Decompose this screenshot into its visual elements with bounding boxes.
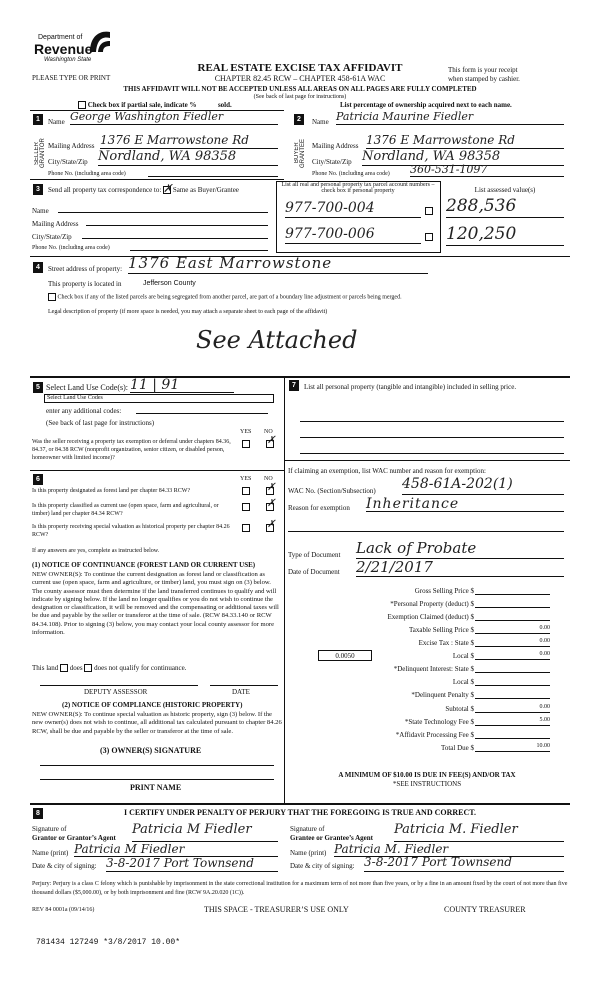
buyer-phone-field[interactable]: 360-531-1097 bbox=[410, 163, 564, 177]
fee-label-excise-local: Local $ bbox=[452, 652, 474, 660]
fee-label-excise-state: Excise Tax : State $ bbox=[418, 639, 474, 647]
receipt-line1: This form is your receipt bbox=[448, 66, 518, 74]
does-checkbox[interactable] bbox=[60, 664, 68, 672]
deputy-assessor-line[interactable] bbox=[40, 678, 198, 686]
buyer-phone-label: Phone No. (including area code) bbox=[312, 171, 390, 177]
seller-mailing-label: Mailing Address bbox=[48, 142, 95, 150]
fee-label-subtotal: Subtotal $ bbox=[445, 705, 474, 713]
personal-property-label: List all personal property (tangible and intangible) included in selling price. bbox=[304, 383, 517, 391]
segregated-label: Check box if any of the listed parcels are being segregated from another parcel, are part of a boundary line adjustment or parcels being merged. bbox=[57, 294, 402, 301]
fee-value-excise-state[interactable]: 0.00 bbox=[475, 638, 550, 647]
fee-value-subtotal[interactable]: 0.00 bbox=[475, 704, 550, 713]
does-not-label: does not qualify for continuance. bbox=[94, 664, 187, 672]
parcel-2-personal-checkbox[interactable] bbox=[425, 233, 433, 241]
checkmark-icon: ✗ bbox=[267, 435, 276, 446]
section-5-number: 5 bbox=[33, 382, 43, 393]
assessed-value-2[interactable]: 120,250 bbox=[446, 224, 564, 246]
section-4-number: 4 bbox=[33, 262, 43, 273]
fee-value-excise-local[interactable]: 0.00 bbox=[475, 651, 550, 660]
sec6-q3-yes[interactable] bbox=[242, 524, 250, 532]
buyer-city-field[interactable]: Nordland, WA 98358 bbox=[362, 149, 564, 166]
grantor-sig-label2: Grantor or Grantor’s Agent bbox=[32, 834, 116, 842]
sec6-no-header: NO bbox=[264, 476, 273, 482]
reason-field-line2[interactable] bbox=[288, 522, 564, 532]
compliance-title: (2) NOTICE OF COMPLIANCE (HISTORIC PROPERTY) bbox=[62, 701, 243, 709]
send-correspondence-label: Send all property tax correspondence to: bbox=[48, 186, 162, 194]
this-land-label: This land bbox=[32, 664, 59, 672]
parcel-number-1[interactable]: 977-700-004 bbox=[285, 200, 421, 218]
see-back-header: (See back of last page for instructions) bbox=[253, 94, 347, 100]
seller-side-label: SELLER GRANTOR bbox=[34, 138, 46, 168]
fee-label-total: Total Due $ bbox=[441, 744, 474, 752]
fee-value-penalty[interactable] bbox=[475, 690, 550, 699]
owner-signature-label: (3) OWNER(S) SIGNATURE bbox=[100, 746, 202, 755]
fee-label-taxable: Taxable Selling Price $ bbox=[408, 626, 474, 634]
personal-property-line1[interactable] bbox=[300, 410, 564, 422]
seller-phone-field[interactable] bbox=[148, 168, 278, 177]
land-use-select[interactable]: Select Land Use Codes bbox=[44, 394, 274, 403]
dept-line2: Revenue bbox=[34, 41, 93, 57]
sec6-q3: Is this property receiving special valuation as historical property per chapter 84.26 RCW? bbox=[32, 524, 230, 538]
assessor-date-line[interactable] bbox=[210, 678, 278, 686]
fee-label-exemption: Exemption Claimed (deduct) $ bbox=[387, 613, 474, 621]
print-name-label: PRINT NAME bbox=[130, 783, 182, 792]
assessed-value-1[interactable]: 288,536 bbox=[446, 196, 564, 218]
fee-label-personal: *Personal Property (deduct) $ bbox=[390, 600, 474, 608]
checkmark-icon: ✗ bbox=[267, 519, 276, 530]
sec6-q1: Is this property designated as forest land per chapter 84.33 RCW? bbox=[32, 488, 191, 494]
personal-property-line3[interactable] bbox=[300, 442, 564, 454]
seller-name-field[interactable]: George Washington Fiedler bbox=[70, 110, 278, 125]
sec6-if-yes: If any answers are yes, complete as instructed below. bbox=[32, 548, 160, 554]
sec6-q3-no[interactable] bbox=[266, 519, 276, 532]
section-8-number: 8 bbox=[33, 808, 43, 819]
sec6-top-rule bbox=[30, 470, 284, 471]
grantee-date-label: Date & city of signing: bbox=[290, 862, 355, 870]
print-name-line[interactable] bbox=[40, 770, 274, 780]
section-7-number: 7 bbox=[289, 380, 299, 391]
dept-line1: Department of bbox=[38, 34, 83, 41]
partial-sale-sold: sold. bbox=[217, 101, 232, 109]
checkmark-icon: ✗ bbox=[267, 498, 276, 509]
sec6-q1-no[interactable] bbox=[266, 482, 276, 495]
parcel-header: List all real and personal property tax parcel account numbers – check box if personal property bbox=[281, 182, 435, 194]
buyer-name-field[interactable]: Patricia Maurine Fiedler bbox=[336, 110, 564, 125]
fee-value-processing[interactable] bbox=[475, 730, 550, 739]
certify-statement: I CERTIFY UNDER PENALTY OF PERJURY THAT THE FOREGOING IS TRUE AND CORRECT. bbox=[124, 808, 477, 817]
local-rate-box[interactable]: 0.0050 bbox=[318, 650, 372, 661]
buyer-mailing-label: Mailing Address bbox=[312, 142, 359, 150]
please-type: PLEASE TYPE OR PRINT bbox=[32, 74, 111, 82]
buyer-name-label: Name bbox=[312, 118, 329, 126]
parcel-number-2[interactable]: 977-700-006 bbox=[285, 226, 421, 244]
owner-signature-line[interactable] bbox=[40, 756, 274, 766]
doc-date-label: Date of Document bbox=[288, 568, 340, 576]
claim-exemption-label: If claiming an exemption, list WAC number and reason for exemption: bbox=[288, 467, 486, 475]
land-use-field[interactable]: 11 | 91 bbox=[130, 377, 234, 393]
sec3-city-label: City/State/Zip bbox=[32, 233, 72, 241]
form-warning: THIS AFFIDAVIT WILL NOT BE ACCEPTED UNLESS ALL AREAS ON ALL PAGES ARE FULLY COMPLETED bbox=[123, 85, 477, 93]
does-label: does bbox=[69, 664, 83, 672]
send-correspondence bbox=[48, 182, 239, 196]
receipt-stamp: 781434 127249 *3/8/2017 10.00* bbox=[36, 938, 181, 947]
fee-value-gross[interactable] bbox=[475, 586, 550, 595]
doc-type-label: Type of Document bbox=[288, 551, 341, 559]
grantee-date-city[interactable]: 3-8-2017 Port Townsend bbox=[364, 855, 564, 872]
form-chapter: CHAPTER 82.45 RCW – CHAPTER 458-61A WAC bbox=[214, 74, 386, 83]
fee-label-penalty: *Delinquent Penalty $ bbox=[411, 691, 474, 699]
same-as-buyer-checkbox[interactable] bbox=[163, 182, 173, 196]
sec3-phone-label: Phone No. (including area code) bbox=[32, 245, 110, 251]
receipt-line2: when stamped by cashier. bbox=[448, 75, 520, 83]
dor-logo bbox=[34, 28, 124, 70]
land-use-label: Select Land Use Code(s): bbox=[46, 383, 128, 392]
street-label: Street address of property: bbox=[48, 265, 123, 273]
doc-type-field[interactable]: Lack of Probate bbox=[356, 539, 564, 559]
segregated-checkbox[interactable] bbox=[48, 293, 56, 301]
minimum-line1: A MINIMUM OF $10.00 IS DUE IN FEE(S) AND/OR TAX bbox=[338, 771, 516, 779]
sec6-q2-yes[interactable] bbox=[242, 503, 250, 511]
form-title: REAL ESTATE EXCISE TAX AFFIDAVIT bbox=[197, 62, 403, 74]
section-2-number: 2 bbox=[294, 114, 304, 125]
fee-label-technology: *State Technology Fee $ bbox=[404, 718, 474, 726]
partial-sale-row bbox=[78, 101, 232, 109]
doc-date-field[interactable]: 2/21/2017 bbox=[356, 558, 564, 577]
assessed-header: List assessed value(s) bbox=[474, 186, 536, 194]
sec6-q2-no[interactable] bbox=[266, 498, 276, 511]
does-not-checkbox[interactable] bbox=[84, 664, 92, 672]
sec3-mailing-label: Mailing Address bbox=[32, 220, 79, 228]
sec5-yes-header: YES bbox=[240, 429, 252, 435]
sec3-city-field[interactable] bbox=[82, 230, 268, 239]
located-label: This property is located in bbox=[48, 280, 122, 288]
checkmark-icon: ✗ bbox=[163, 182, 173, 196]
continuance-text: NEW OWNER(S): To continue the current designation as forest land or classification as current use (open space, farm and agriculture, or timber) land, you must sign on (3) below. The county assessor must then determine if the land transferred continues to qualify and will indicate by signing below. If the land no longer qualifies or you do not wish to continue the designation or classification, it will be removed and the compensating or additional taxes will be due and payable by the seller or transferor at the time of sale. (RCW 84.33.140 or RCW 84.34.108). Prior to signing (3) below, you may contact your local county assessor for more information. bbox=[32, 571, 279, 637]
additional-codes-field[interactable] bbox=[136, 405, 268, 414]
compliance-text: NEW OWNER(S): To continue special valuation as historic property, sign (3) below. If the new owner(s) does not wish to continue, all additional tax calculated pursuant to chapter 84.26 RCW, shall be due and payable by the seller or transferor at the time of sale. bbox=[32, 711, 282, 735]
assessor-date-label: DATE bbox=[232, 688, 250, 696]
sec3-name-label: Name bbox=[32, 207, 49, 215]
sec5-no-checkbox[interactable] bbox=[266, 435, 276, 448]
minimum-line2: *SEE INSTRUCTIONS bbox=[392, 780, 462, 788]
checkmark-icon: ✗ bbox=[267, 482, 276, 493]
grantee-name-label: Name (print) bbox=[290, 849, 327, 857]
buyer-mailing-field[interactable]: 1376 E Marrowstone Rd bbox=[366, 133, 564, 149]
list-percentage: List percentage of ownership acquired next to each name. bbox=[340, 101, 512, 109]
sec5-top-rule bbox=[30, 376, 570, 378]
buyer-side-label: BUYER GRANTEE bbox=[294, 138, 306, 168]
legal-description: See Attached bbox=[196, 326, 358, 354]
fee-value-technology[interactable]: 5.00 bbox=[475, 717, 550, 726]
seller-city-field[interactable]: Nordland, WA 98358 bbox=[98, 149, 278, 166]
seller-name-label: Name bbox=[48, 118, 65, 126]
center-divider bbox=[284, 376, 285, 803]
grantee-name[interactable]: Patricia M. Fiedler bbox=[334, 842, 564, 857]
fee-value-interest-state[interactable] bbox=[475, 664, 550, 673]
reason-field[interactable]: Inheritance bbox=[366, 496, 564, 512]
segregated-row bbox=[48, 293, 568, 301]
sec6-q2: Is this property classified as current use (open space, farm and agricultural, or timber) land per chapter 84.34 RCW? bbox=[32, 503, 219, 517]
section-1-number: 1 bbox=[33, 114, 43, 125]
grantor-name[interactable]: Patricia M Fiedler bbox=[74, 842, 278, 857]
section-6-number: 6 bbox=[33, 474, 43, 485]
grantor-sig-label1: Signature of bbox=[32, 825, 67, 833]
sec6-q1-yes[interactable] bbox=[242, 487, 250, 495]
street-field[interactable]: 1376 East Marrowstone bbox=[128, 254, 428, 274]
seller-city-label: City/State/Zip bbox=[48, 158, 88, 166]
grantee-signature[interactable]: Patricia M. Fiedler bbox=[394, 822, 564, 842]
fee-label-interest-state: *Delinquent Interest: State $ bbox=[393, 665, 474, 673]
fee-value-personal[interactable] bbox=[475, 599, 550, 608]
sec3-name-field[interactable] bbox=[58, 204, 268, 213]
deputy-assessor-label: DEPUTY ASSESSOR bbox=[84, 688, 148, 696]
grantor-date-city[interactable]: 3-8-2017 Port Townsend bbox=[106, 856, 278, 872]
wac-label: WAC No. (Section/Subsection) bbox=[288, 487, 376, 495]
perjury-text: Perjury: Perjury is a class C felony which is punishable by imprisonment in the state correctional institution for a maximum term of not more than five years, or by a fine in an amount fixed by the court of not more than five thousand dollars ($5,000.00), or by both imprisonment and fine (RCW 9A.20.020 (1C)). bbox=[32, 881, 568, 896]
fee-value-taxable[interactable]: 0.00 bbox=[475, 625, 550, 634]
sec8-top-rule bbox=[30, 803, 570, 805]
fee-value-total[interactable]: 10.00 bbox=[475, 743, 550, 752]
personal-property-line2[interactable] bbox=[300, 426, 564, 438]
sec6-yes-header: YES bbox=[240, 476, 252, 482]
seller-mailing-field[interactable]: 1376 E Marrowstone Rd bbox=[100, 133, 278, 149]
continuance-title: (1) NOTICE OF CONTINUANCE (FOREST LAND OR CURRENT USE) bbox=[32, 561, 256, 569]
sec5-exemption-question: Was the seller receiving a property tax exemption or deferral under chapters 84.36, 84.37, or 84.38 RCW (nonprofit organization, senior citizen, or disabled person, homeowner with limited income)? bbox=[32, 439, 231, 461]
county-field: Jefferson County bbox=[143, 280, 196, 287]
grantor-name-label: Name (print) bbox=[32, 849, 69, 857]
this-land-row bbox=[32, 664, 186, 672]
fee-label-interest-local: Local $ bbox=[452, 678, 474, 686]
section-3-number: 3 bbox=[33, 184, 43, 195]
fee-label-gross: Gross Selling Price $ bbox=[414, 587, 474, 595]
reason-label: Reason for exemption bbox=[288, 504, 350, 512]
grantee-sig-label2: Grantee or Grantee’s Agent bbox=[290, 834, 374, 842]
sec7-rule bbox=[284, 460, 570, 461]
wac-field[interactable]: 458-61A-202(1) bbox=[402, 476, 564, 495]
rev-number: REV 84 0001a (09/14/16) bbox=[32, 907, 95, 913]
grantor-signature[interactable]: Patricia M Fiedler bbox=[132, 822, 278, 842]
partial-sale-checkbox[interactable] bbox=[78, 101, 86, 109]
parcel-1-personal-checkbox[interactable] bbox=[425, 207, 433, 215]
grantee-sig-label1: Signature of bbox=[290, 825, 325, 833]
sec3-mailing-field[interactable] bbox=[86, 217, 268, 226]
sec5-see-back: (See back of last page for instructions) bbox=[46, 419, 155, 427]
sec5-yes-checkbox[interactable] bbox=[242, 440, 250, 448]
same-as-buyer-label: Same as Buyer/Grantee bbox=[172, 186, 239, 194]
treasurer-use: THIS SPACE - TREASURER’S USE ONLY bbox=[204, 905, 349, 914]
fee-value-interest-local[interactable] bbox=[475, 677, 550, 686]
grantor-date-label: Date & city of signing: bbox=[32, 862, 97, 870]
seller-phone-label: Phone No. (including area code) bbox=[48, 171, 126, 177]
partial-sale-label: Check box if partial sale, indicate % bbox=[87, 101, 197, 109]
fee-value-exemption[interactable] bbox=[475, 612, 550, 621]
sec5-no-header: NO bbox=[264, 429, 273, 435]
additional-codes-label: enter any additional codes: bbox=[46, 407, 122, 415]
fee-label-processing: *Affidavit Processing Fee $ bbox=[395, 731, 474, 739]
buyer-city-label: City/State/Zip bbox=[312, 158, 352, 166]
county-treasurer: COUNTY TREASURER bbox=[444, 905, 526, 914]
legal-label: Legal description of property (if more space is needed, you may attach a separate sheet to each page of the affidavit) bbox=[48, 309, 328, 315]
dept-line3: Washington State bbox=[44, 57, 92, 63]
sec3-phone-field[interactable] bbox=[130, 242, 268, 251]
